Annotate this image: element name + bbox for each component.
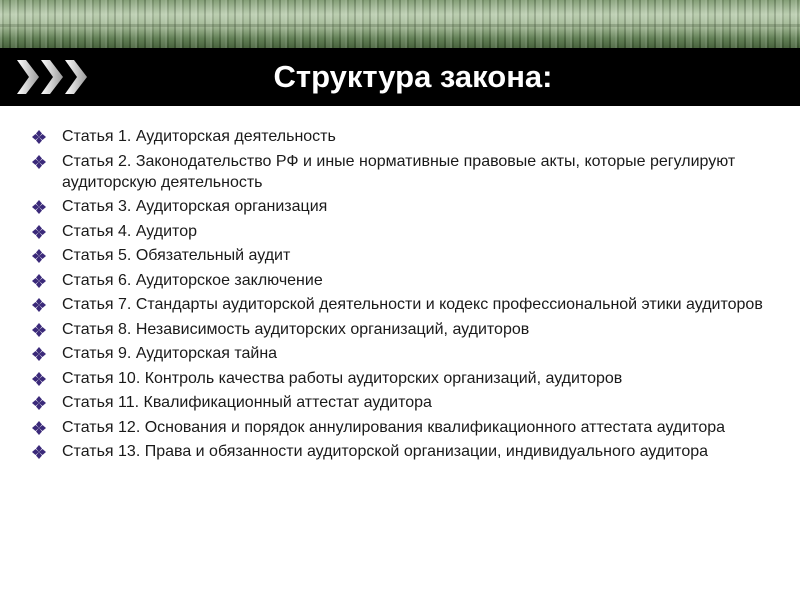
list-item [32, 221, 792, 242]
list-item [32, 319, 792, 340]
four-diamond-bullet-icon [32, 225, 46, 239]
list-item [32, 151, 792, 193]
four-diamond-bullet-icon [32, 445, 46, 459]
header-decorative-band [0, 0, 800, 48]
list-item [32, 294, 792, 315]
list-item [32, 417, 792, 438]
four-diamond-bullet-icon [32, 274, 46, 288]
list-item-text: Статья 13. Права и обязанности аудиторской организации, индивидуального аудитора [62, 443, 709, 460]
list-item [32, 368, 792, 389]
four-diamond-bullet-icon [32, 200, 46, 214]
list-item [32, 441, 792, 462]
four-diamond-bullet-icon [32, 323, 46, 337]
list-item-text: Статья 12. Основания и порядок аннулирования квалификационного аттестата аудитора [62, 418, 726, 436]
list-item [32, 245, 792, 266]
four-diamond-bullet-icon [32, 249, 46, 263]
list-item-text: Статья 11. Квалификационный аттестат аудитора [62, 394, 432, 411]
four-diamond-bullet-icon [32, 372, 46, 386]
list-item-text: Статья 8. Независимость аудиторских организаций, аудиторов [62, 320, 530, 338]
list-item-text: Статья 6. Аудиторское заключение [62, 271, 323, 289]
content-area [32, 126, 792, 466]
four-diamond-bullet-icon [32, 155, 46, 169]
list-item-text: Статья 4. Аудитор [62, 222, 197, 240]
list-item-text: Статья 7. Стандарты аудиторской деятельности и кодекс профессиональной этики аудиторов [62, 296, 763, 313]
slide-title: Структура закона: [273, 59, 553, 94]
list-item [32, 270, 792, 291]
list-item-text: Статья 10. Контроль качества работы аудиторских организаций, аудиторов [62, 369, 623, 387]
list-item [32, 392, 792, 413]
list-item [32, 343, 792, 364]
title-bar [0, 48, 800, 106]
four-diamond-bullet-icon [32, 347, 46, 361]
list-item [32, 196, 792, 217]
list-item-text: Статья 3. Аудиторская организация [62, 198, 328, 215]
list-item-text: Статья 9. Аудиторская тайна [62, 345, 278, 362]
list-item [32, 126, 792, 147]
list-item-text: Статья 5. Обязательный аудит [62, 247, 291, 264]
article-list [32, 126, 792, 462]
four-diamond-bullet-icon [32, 396, 46, 410]
four-diamond-bullet-icon [32, 421, 46, 435]
four-diamond-bullet-icon [32, 298, 46, 312]
list-item-text: Статья 1. Аудиторская деятельность [62, 128, 336, 145]
list-item-text: Статья 2. Законодательство РФ и иные нормативные правовые акты, которые регулируют аудиторскую деятельность [62, 152, 736, 191]
four-diamond-bullet-icon [32, 130, 46, 144]
